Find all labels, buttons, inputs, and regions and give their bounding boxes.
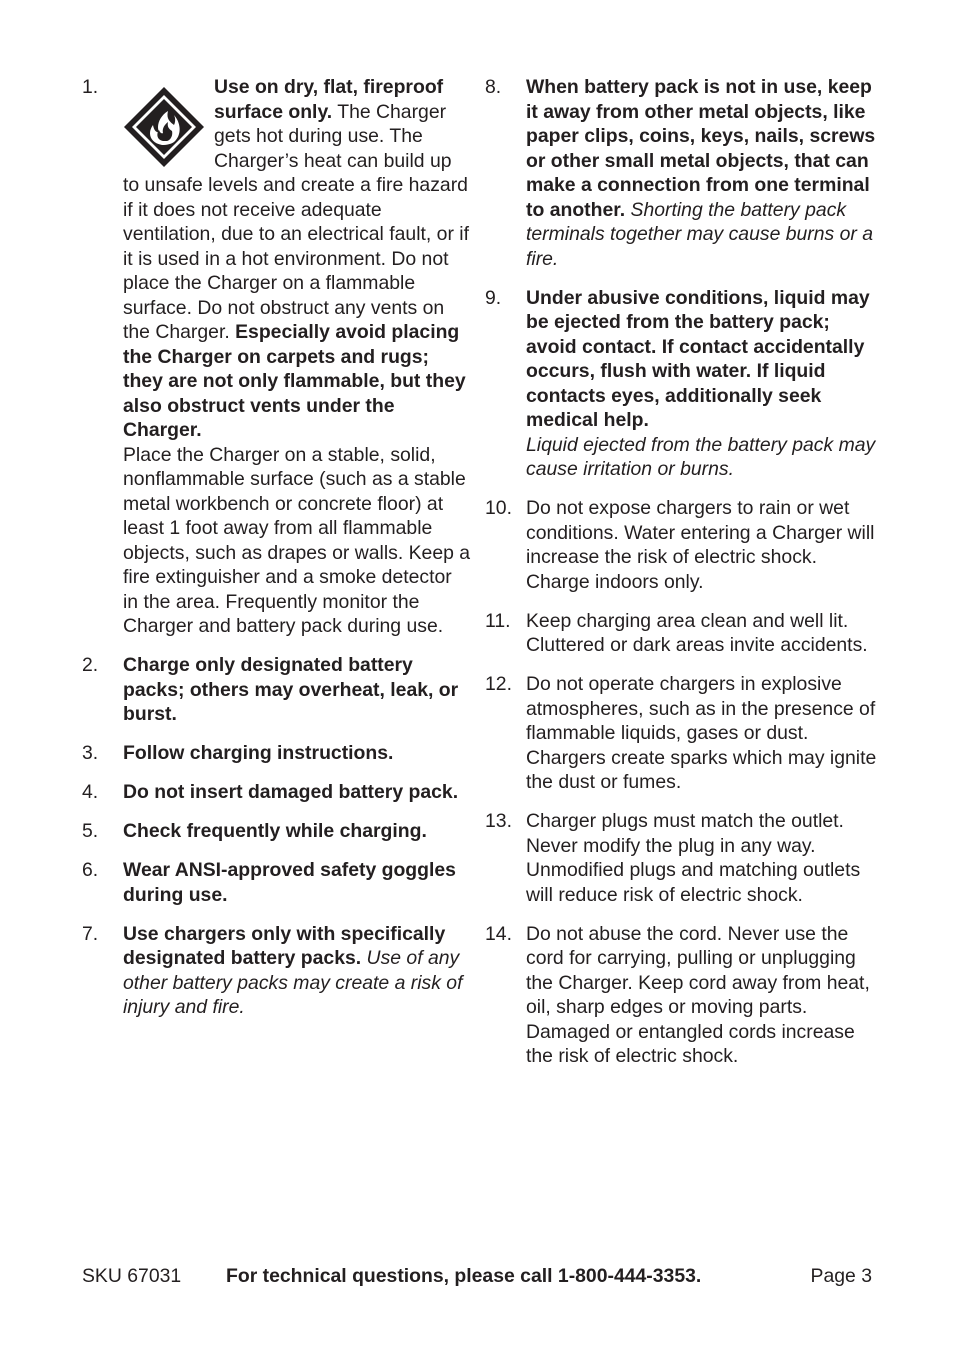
bold-text: Under abusive conditions, liquid may be ejected from the battery pack; avoid contact. If contact accidentally occurs, flush with water. If liquid contacts eyes, additionally seek medical help.: [526, 286, 870, 431]
page-number: Page 3: [810, 1265, 872, 1287]
body-text: Place the Charger on a stable, solid, nonflammable surface (such as a stable metal workbench or concrete floor) at least 1 foot away from all flammable objects, such as drapes or walls. Keep a fire extinguisher and a smoke detector in the area. Frequently monitor the Charger and battery pack during use.: [123, 443, 471, 637]
safety-item: [485, 922, 877, 1069]
safety-item: [485, 809, 877, 907]
item-number: 5.: [82, 820, 99, 842]
safety-item: [82, 922, 472, 1020]
safety-item: [82, 653, 472, 727]
item-text: [123, 858, 472, 907]
item-number: 11.: [485, 609, 511, 632]
item-number: 9.: [485, 286, 502, 309]
body-text: Do not expose chargers to rain or wet conditions. Water entering a Charger will increase the risk of electric shock. Charge indoors only.: [526, 497, 875, 593]
bold-text: Use chargers only with specifically designated battery packs.: [123, 922, 446, 969]
body-text: Do not abuse the cord. Never use the cord for carrying, pulling or unplugging the Charger. Keep cord away from heat, oil, sharp edges or moving parts. Damaged or entangled cords increase the risk of electric shock.: [526, 922, 870, 1067]
safety-item: [485, 75, 877, 271]
sku-label: SKU 67031: [82, 1265, 182, 1287]
bold-text: Do not insert damaged battery pack.: [123, 781, 459, 803]
item-number: 6.: [82, 859, 99, 881]
item-text: [526, 922, 877, 1069]
italic-text: Use of any other battery packs may create a risk of injury and fire.: [123, 947, 463, 1018]
safety-item: [485, 609, 877, 658]
item-text: [526, 609, 877, 658]
safety-item: [82, 819, 472, 844]
item-number: 7.: [82, 922, 99, 945]
safety-item: [485, 286, 877, 482]
fire-hazard-icon: [122, 75, 210, 171]
body-text: Charger plugs must match the outlet. Never modify the plug in any way. Unmodified plugs and matching outlets will reduce risk of electric shock.: [526, 810, 861, 906]
bold-text: Wear ANSI-approved safety goggles during use.: [123, 859, 456, 906]
bold-text: Follow charging instructions.: [123, 742, 394, 764]
tech-support-phone: For technical questions, please call 1-800-444-3353.: [226, 1265, 702, 1287]
body-text: The Charger gets hot during use. The Charger’s heat can build up to unsafe levels and create a fire hazard if it does not receive adequate ventilation, due to an electrical fault, or if it is used in a hot environment. Do not place the Charger on a flammable surface. Do not obstruct any vents on the Charger.: [123, 100, 469, 343]
safety-item: [82, 741, 472, 766]
item-text: [123, 653, 472, 727]
item-number: 12.: [485, 673, 512, 695]
bold-text: Use on dry, flat, fireproof surface only.: [214, 76, 444, 123]
italic-text: Shorting the battery pack terminals together may cause burns or a fire.: [526, 198, 874, 270]
bold-text: Charge only designated battery packs; others may overheat, leak, or burst.: [123, 654, 459, 725]
safety-item: [82, 858, 472, 907]
item-text: [526, 286, 877, 482]
item-text: [123, 922, 472, 1020]
item-number: 2.: [82, 654, 99, 676]
safety-item: [485, 672, 877, 795]
item-number: 1.: [82, 76, 99, 98]
safety-item: [485, 496, 877, 594]
item-number: 10.: [485, 497, 512, 519]
italic-text: Liquid ejected from the battery pack may cause irritation or burns.: [526, 433, 876, 480]
item-number: 14.: [485, 922, 512, 945]
item-text: [123, 819, 472, 844]
item-text: [526, 672, 877, 795]
item-text: [526, 809, 877, 907]
item-text: [123, 75, 472, 639]
item-text: [123, 780, 472, 805]
bold-text: When battery pack is not in use, keep it away from other metal objects, like paper clips, coins, keys, nails, screws or other small metal objects, that can make a connection from one terminal to another.: [526, 76, 876, 221]
item-text: [526, 75, 877, 271]
item-number: 3.: [82, 742, 99, 764]
left-column: [82, 75, 472, 1034]
item-text: [123, 741, 472, 766]
safety-item: [82, 75, 472, 639]
body-text: Keep charging area clean and well lit. Cluttered or dark areas invite accidents.: [526, 609, 868, 656]
item-number: 4.: [82, 781, 99, 803]
item-number: 8.: [485, 76, 502, 98]
bold-text: Especially avoid placing the Charger on carpets and rugs; they are not only flammable, but they also obstruct vents under the Charger.: [123, 321, 466, 441]
bold-text: Check frequently while charging.: [123, 820, 427, 842]
item-number: 13.: [485, 810, 512, 832]
body-text: Do not operate chargers in explosive atmospheres, such as in the presence of flammable liquids, gases or dust. Chargers create sparks which may ignite the dust or fumes.: [526, 673, 877, 793]
right-column: [485, 75, 877, 1083]
safety-item: [82, 780, 472, 805]
item-text: [526, 496, 877, 594]
